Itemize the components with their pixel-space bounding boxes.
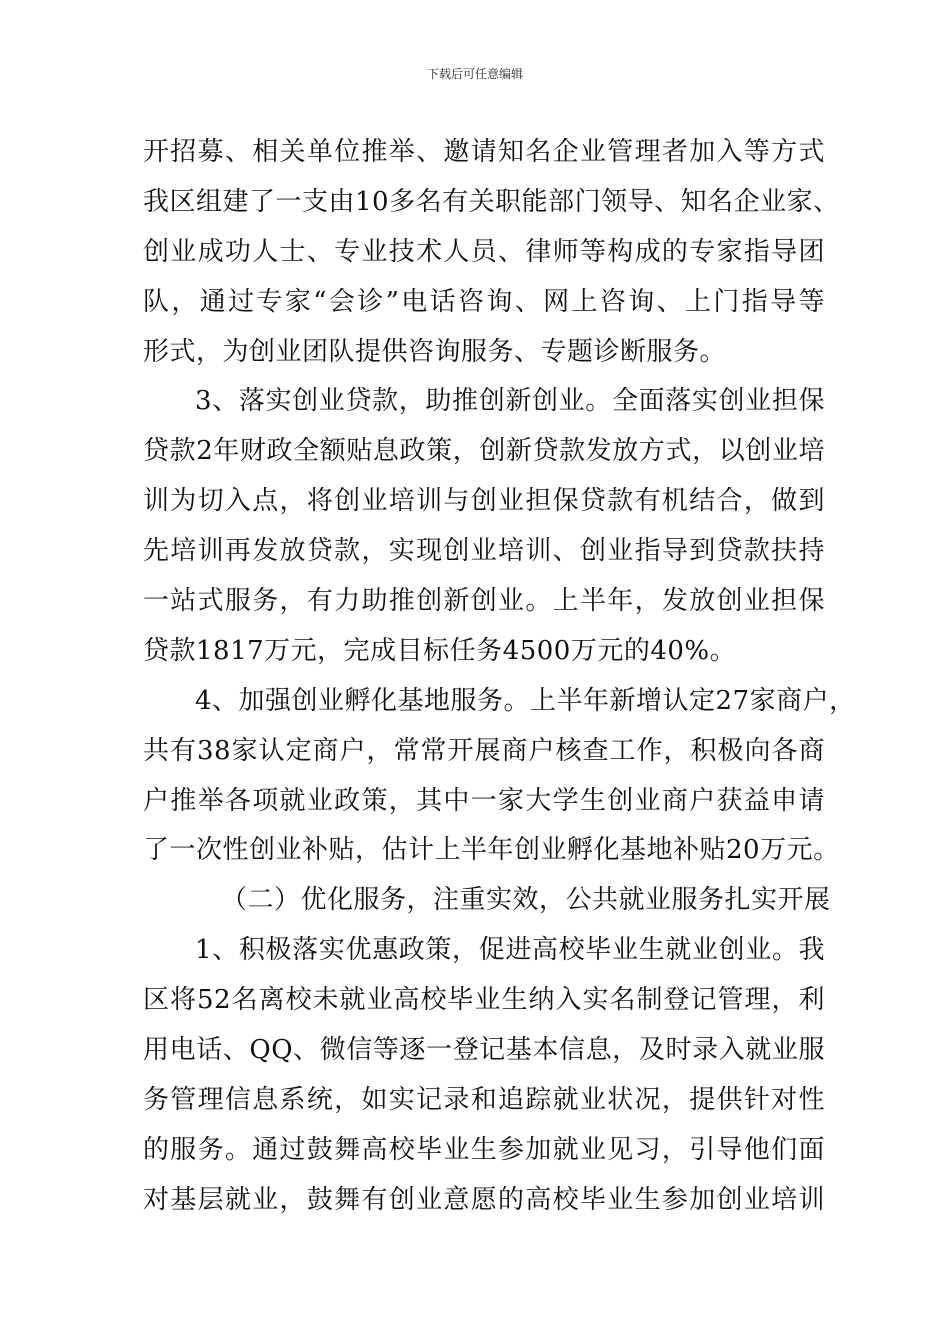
paragraph-start: 3、落实创业贷款，助推创新创业。全面落实创业担保 — [195, 386, 825, 417]
page-header: 下载后可任意编辑 — [426, 67, 523, 81]
text-line: 我区组建了一支由10多名有关职能部门领导、知名企业家、 — [143, 186, 840, 217]
text-line: 开招募、相关单位推举、邀请知名企业管理者加入等方式 — [143, 137, 825, 167]
text-line: 了一次性创业补贴，估计上半年创业孵化基地补贴20万元。 — [143, 835, 840, 866]
text-line: 创业成功人士、专业技术人员、律师等构成的专家指导团 — [143, 236, 825, 267]
text-line: 贷款1817万元，完成目标任务4500万元的40%。 — [143, 635, 737, 666]
text-line: 形式，为创业团队提供咨询服务、专题诊断服务。 — [143, 336, 727, 367]
text-line: 的服务。通过鼓舞高校毕业生参加就业见习，引导他们面 — [143, 1134, 825, 1165]
paragraph-start: 4、加强创业孵化基地服务。上半年新增认定27家商户， — [195, 685, 856, 716]
document-body — [143, 128, 856, 1226]
text-line: 先培训再发放贷款，实现创业培训、创业指导到贷款扶持 — [143, 536, 825, 567]
paragraph-start: 1、积极落实优惠政策，促进高校毕业生就业创业。我 — [195, 935, 825, 966]
text-line: 贷款2年财政全额贴息政策，创新贷款发放方式，以创业培 — [143, 436, 825, 467]
text-line: 共有38家认定商户，常常开展商户核查工作，积极向各商 — [143, 735, 825, 766]
text-line: 务管理信息系统，如实记录和追踪就业状况，提供针对性 — [143, 1084, 825, 1115]
text-line: 对基层就业，鼓舞有创业意愿的高校毕业生参加创业培训 — [143, 1184, 825, 1215]
section-heading: （二）优化服务，注重实效，公共就业服务扎实开展 — [221, 885, 831, 916]
text-line: 训为切入点，将创业培训与创业担保贷款有机结合，做到 — [143, 486, 825, 517]
text-line: 队，通过专家“会诊”电话咨询、网上咨询、上门指导等 — [143, 286, 825, 317]
text-line: 用电话、QQ、微信等逐一登记基本信息，及时录入就业服 — [143, 1035, 825, 1066]
text-line: 户推举各项就业政策，其中一家大学生创业商户获益申请 — [143, 785, 825, 816]
text-line: 一站式服务，有力助推创新创业。上半年，发放创业担保 — [143, 586, 825, 617]
text-line: 区将52名离校未就业高校毕业生纳入实名制登记管理，利 — [143, 985, 825, 1016]
